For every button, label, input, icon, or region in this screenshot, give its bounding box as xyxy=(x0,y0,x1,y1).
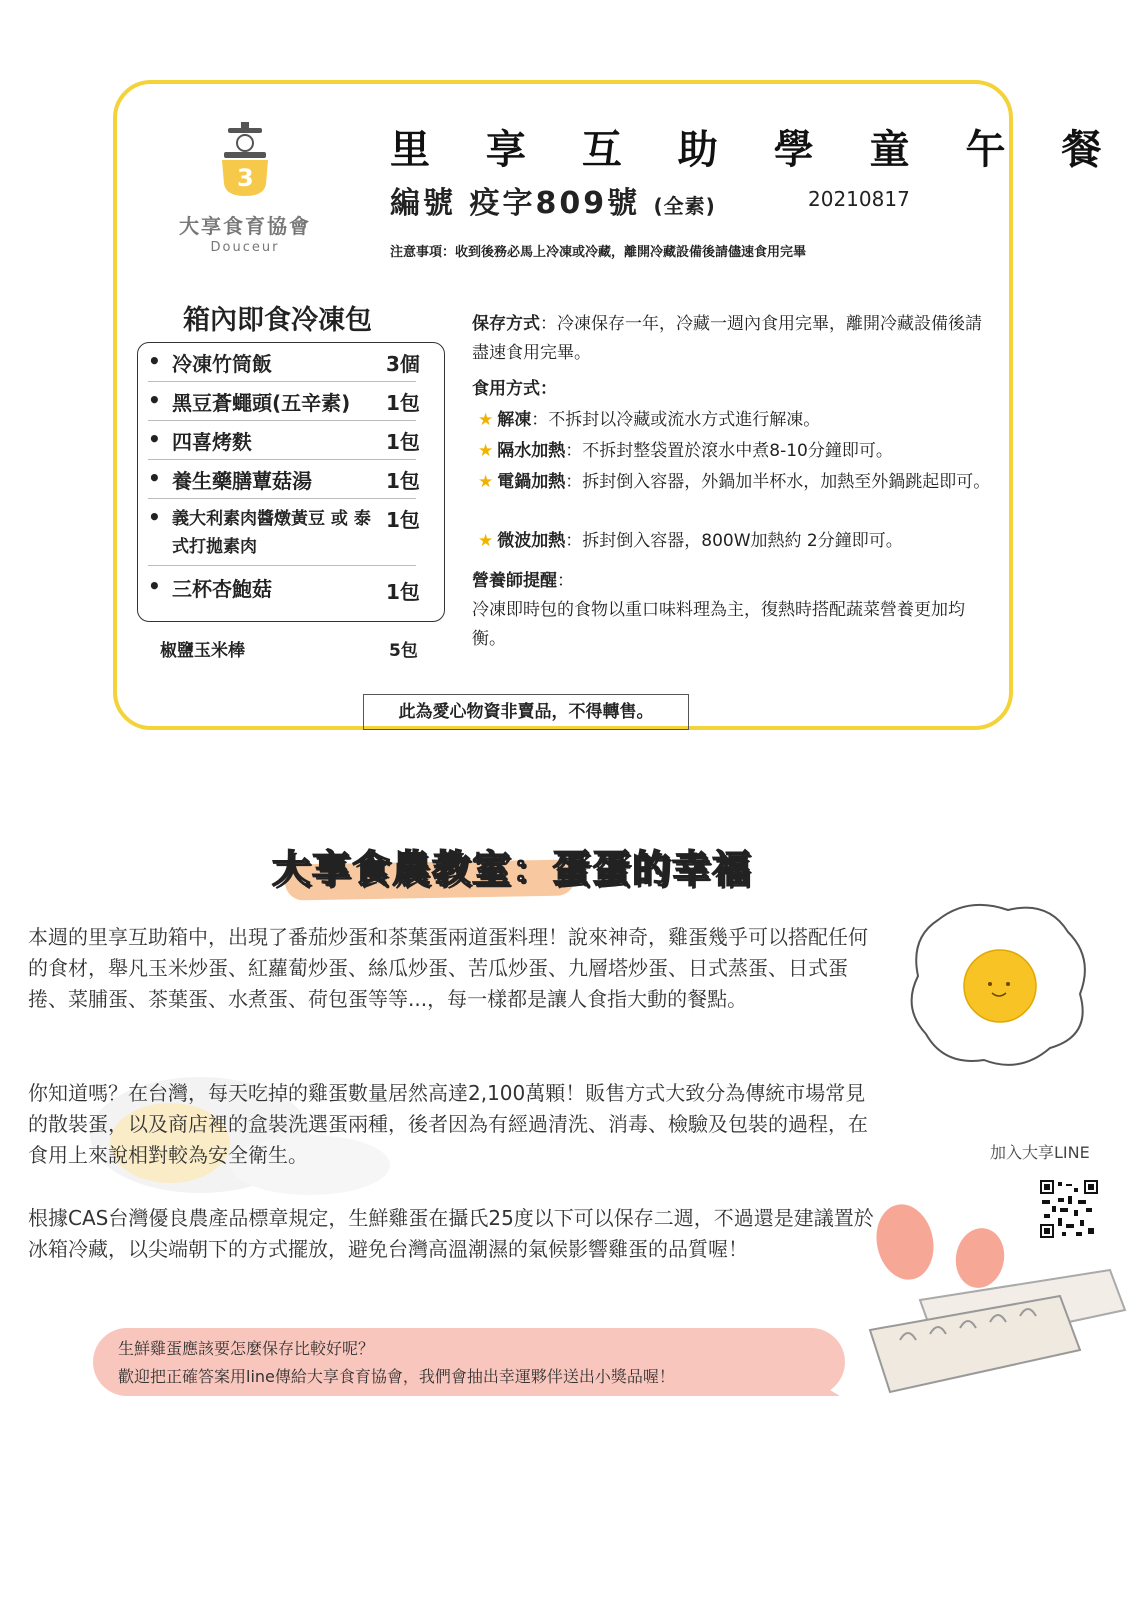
bullet-icon: • xyxy=(148,349,161,373)
item-qty: 1包 xyxy=(386,391,420,415)
dietitian-label xyxy=(472,567,574,596)
storage-label: 保存方式 xyxy=(472,314,540,334)
logo-subtitle: Douceur xyxy=(210,240,280,255)
item-name: 養生藥膳蕈菇湯 xyxy=(172,469,312,493)
storage-text: ：冷凍保存一年，冷藏一週內食用完畢，離開冷藏設備後請盡速食用完畢。 xyxy=(472,314,982,363)
method-microwave xyxy=(478,527,903,556)
usage-label xyxy=(472,375,557,404)
item-name: 黑豆蒼蠅頭(五辛素) xyxy=(172,391,351,415)
box-title: 箱內即食冷凍包 xyxy=(183,305,372,336)
dietitian-label-text: 營養師提醒 xyxy=(472,571,557,591)
egg-carton-icon xyxy=(860,1200,1132,1410)
item-name: 三杯杏鮑菇 xyxy=(172,577,272,601)
method-label: 隔水加熱 xyxy=(497,441,566,461)
item-qty: 3個 xyxy=(386,352,420,376)
method-thaw xyxy=(478,406,820,435)
item-qty: 1包 xyxy=(386,580,420,604)
svg-text:3: 3 xyxy=(237,164,254,192)
item-list xyxy=(137,342,445,622)
star-icon: ★ xyxy=(478,410,494,430)
method-rice-cooker xyxy=(478,468,1005,497)
storage-section xyxy=(472,310,992,368)
not-for-sale-notice: 此為愛心物資非賣品，不得轉售。 xyxy=(363,694,689,730)
method-text: ：拆封倒入容器，外鍋加半杯水，加熱至外鍋跳起即可。 xyxy=(565,472,991,492)
method-boil xyxy=(478,437,893,466)
method-text: ：不拆封整袋置於滾水中煮8-10分鐘即可。 xyxy=(565,441,893,461)
method-label: 電鍋加熱 xyxy=(497,472,566,492)
item-qty: 1包 xyxy=(386,430,420,454)
list-item xyxy=(148,499,420,566)
fried-egg-icon xyxy=(908,898,1094,1074)
usage-label-text: 食用方式： xyxy=(472,379,557,399)
method-label: 解凍 xyxy=(497,410,532,430)
lesson-title: 大享食農教室：蛋蛋的幸福 xyxy=(272,847,753,891)
item-qty: 1包 xyxy=(386,469,420,493)
star-icon: ★ xyxy=(478,441,494,461)
vegan-tag: (全素) xyxy=(653,194,716,218)
dietitian-colon: ： xyxy=(557,571,574,591)
method-label: 微波加熱 xyxy=(497,531,566,551)
bullet-icon: • xyxy=(148,505,161,529)
paragraph-2: 你知道嗎？在台灣，每天吃掉的雞蛋數量居然高達2,100萬顆！販售方式大致分為傳統市場常見的散裝蛋，以及商店裡的盒裝洗選蛋兩種，後者因為有經過清洗、消毒、檢驗及包裝的過程，在食用上來說相對較為安全衛生。 xyxy=(28,1081,868,1167)
method-text: ：拆封倒入容器，800W加熱約 2分鐘即可。 xyxy=(565,531,903,551)
list-item xyxy=(148,343,420,382)
top-notice: 注意事項：收到後務必馬上冷凍或冷藏，離開冷藏設備後請儘速食用完畢 xyxy=(390,245,807,260)
bullet-icon: • xyxy=(148,466,161,490)
serial-main: 編號 疫字809號 xyxy=(390,186,641,221)
list-item xyxy=(148,566,420,614)
bubble-tail xyxy=(800,1372,840,1396)
list-item xyxy=(148,382,420,421)
invite: 歡迎把正確答案用line傳給大享食育協會，我們會抽出幸運夥伴送出小獎品喔！ xyxy=(118,1367,675,1386)
question-text xyxy=(118,1335,675,1391)
question: 生鮮雞蛋應該要怎麼保存比較好呢？ xyxy=(118,1339,375,1358)
star-icon: ★ xyxy=(478,472,494,492)
extra-item-name: 椒鹽玉米棒 xyxy=(160,641,245,661)
serial-number xyxy=(390,178,716,222)
paragraph-1: 本週的里享互助箱中，出現了番茄炒蛋和茶葉蛋兩道蛋料理！說來神奇，雞蛋幾乎可以搭配任何的食材，舉凡玉米炒蛋、紅蘿蔔炒蛋、絲瓜炒蛋、苦瓜炒蛋、九層塔炒蛋、日式蒸蛋、日式蛋捲、菜脯蛋、茶葉蛋、水煮蛋、荷包蛋等等...，每一樣都是讓人食指大動的餐點。 xyxy=(28,925,868,1011)
extra-item-qty: 5包 xyxy=(389,641,418,661)
page-title: 里 享 互 助 學 童 午 餐 xyxy=(390,127,1123,173)
logo-name: 大享食育協會 xyxy=(179,214,311,238)
chef-mascot-icon xyxy=(170,122,320,217)
item-qty: 1包 xyxy=(386,508,420,532)
paragraph-3: 根據CAS台灣優良農產品標章規定，生鮮雞蛋在攝氏25度以下可以保存二週，不過還是建議置於冰箱冷藏，以尖端朝下的方式擺放，避免台灣高溫潮濕的氣候影響雞蛋的品質喔！ xyxy=(28,1206,874,1261)
bullet-icon: • xyxy=(148,574,161,598)
item-name: 義大利素肉醬燉黃豆 或 泰式打拋素肉 xyxy=(172,509,371,557)
date: 20210817 xyxy=(808,187,910,211)
star-icon: ★ xyxy=(478,531,494,551)
dietitian-text: 冷凍即時包的食物以重口味料理為主，復熱時搭配蔬菜營養更加均衡。 xyxy=(472,600,965,649)
list-item xyxy=(148,421,420,460)
join-line-label: 加入大享LINE xyxy=(990,1143,1090,1162)
logo xyxy=(170,122,320,262)
item-name: 四喜烤麩 xyxy=(172,430,252,454)
list-item xyxy=(148,460,420,499)
bullet-icon: • xyxy=(148,388,161,412)
item-name: 冷凍竹筒飯 xyxy=(172,352,272,376)
bullet-icon: • xyxy=(148,427,161,451)
method-text: ：不拆封以冷藏或流水方式進行解凍。 xyxy=(531,410,821,430)
